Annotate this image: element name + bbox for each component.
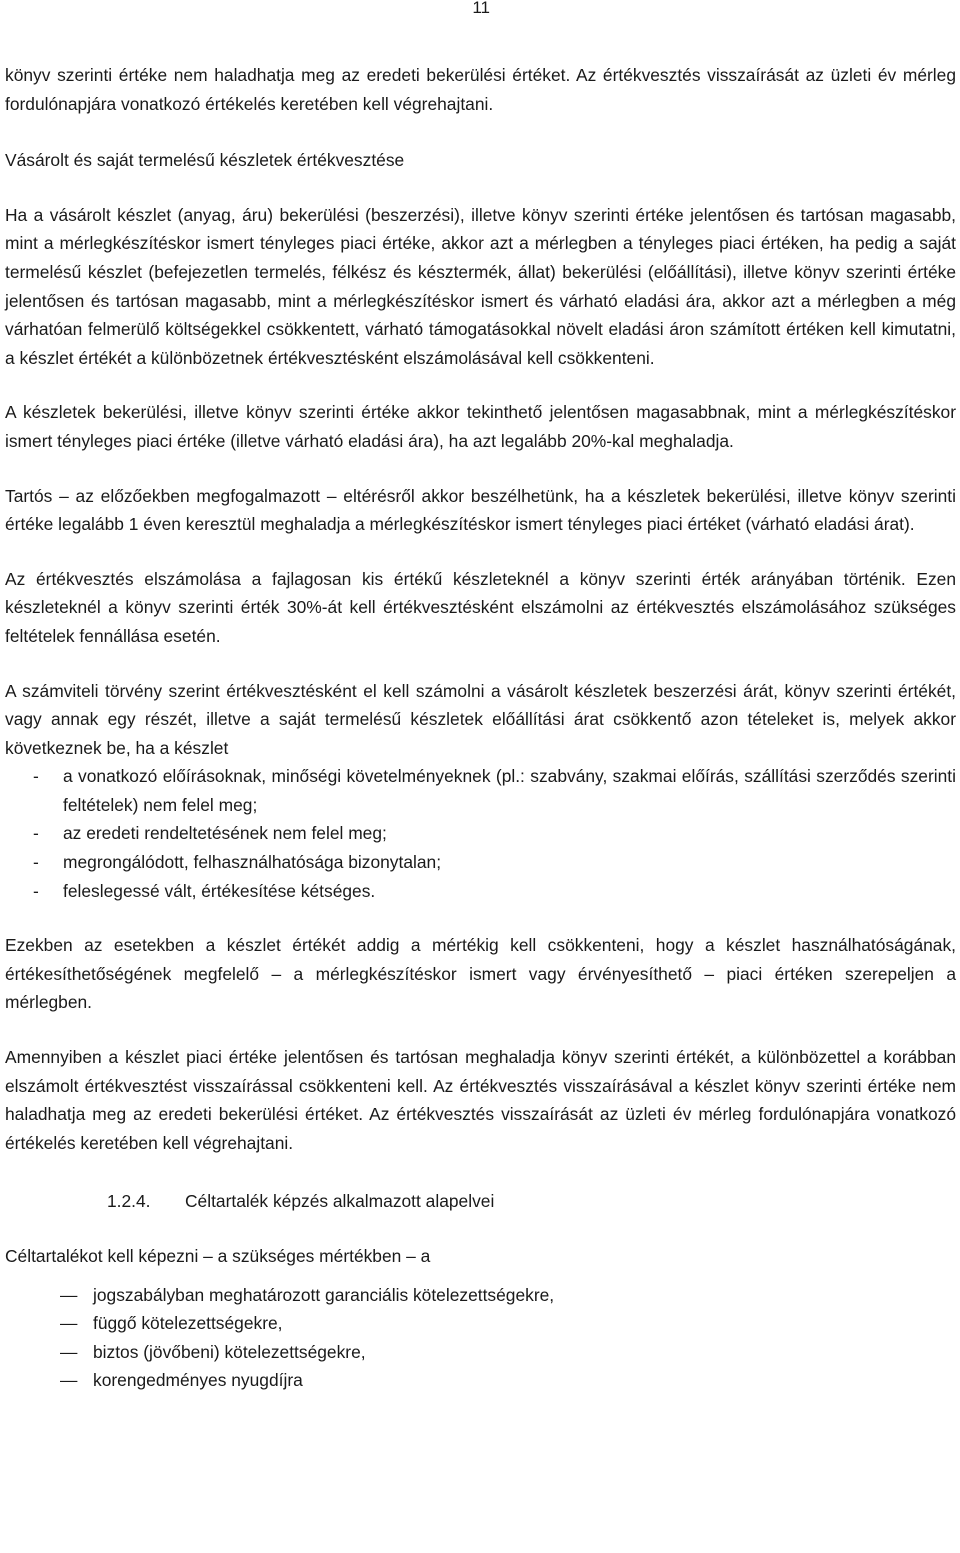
paragraph: Amennyiben a készlet piaci értéke jelentősen és tartósan meghaladja könyv szerinti értékét, a különbözettel a korábban elszámolt értékvesztést visszaírással csökkenteni kell. Az értékvesztés visszaírásával a készlet könyv szerinti értéke nem haladhatja meg az eredeti bekerülési értéket. Az értékvesztés visszaírását az üzleti év mérleg fordulónapjára vonatkozó értékelés keretében kell végrehajtani. [5, 1047, 956, 1153]
list-item [5, 848, 956, 877]
list-item [5, 1309, 956, 1338]
section-heading [5, 1187, 956, 1216]
list-item-text: megrongálódott, felhasználhatósága bizonytalan; [63, 852, 442, 873]
section-title: Céltartalék képzés alkalmazott alapelvei [185, 1191, 495, 1212]
dash-bullet: - [33, 852, 39, 873]
document-body [5, 61, 956, 1421]
dash-bullet: - [33, 880, 39, 901]
list-item [5, 1338, 956, 1367]
list-item [5, 762, 956, 819]
subheading: Vásárolt és saját termelésű készletek értékvesztése [5, 150, 405, 171]
dash-bullet: - [33, 823, 39, 844]
section-number: 1.2.4. [107, 1191, 151, 1212]
condition-list [5, 762, 956, 905]
list-item [5, 877, 956, 906]
dash-bullet: — [60, 1341, 78, 1362]
dash-bullet: — [60, 1313, 78, 1334]
list-item-text: jogszabályban meghatározott garanciális kötelezettségekre, [93, 1284, 555, 1305]
list-item-text: a vonatkozó előírásoknak, minőségi követelményeknek (pl.: szabvány, szakmai előírás, szállítási szerződés szerinti feltételek) nem felel meg; [63, 766, 956, 815]
list-item-text: az eredeti rendeltetésének nem felel meg; [63, 823, 387, 844]
list-item-text: biztos (jövőbeni) kötelezettségekre, [93, 1341, 366, 1362]
page-number: 11 [472, 0, 490, 17]
list-item [5, 1366, 956, 1395]
paragraph: A számviteli törvény szerint értékvesztésként el kell számolni a vásárolt készletek beszerzési árát, könyv szerinti értékét, vagy annak egy részét, illetve a saját termelésű készletek előállítási árat csökkentő azon tételeket is, melyek akkor következnek be, ha a készlet [5, 680, 956, 758]
dash-bullet: - [33, 766, 39, 787]
paragraph: könyv szerinti értéke nem haladhatja meg az eredeti bekerülési értéket. Az értékvesztés visszaírását az üzleti év mérleg fordulónapjára vonatkozó értékelés keretében kell végrehajtani. [5, 65, 956, 114]
list-item [5, 1281, 956, 1310]
list-item-text: függő kötelezettségekre, [93, 1313, 283, 1334]
paragraph: A készletek bekerülési, illetve könyv szerinti értéke akkor tekinthető jelentősen magasabbnak, mint a mérlegkészítéskor ismert tényleges piaci értéke (illetve várható eladási ára), ha azt legalább 20%-kal meghaladja. [5, 402, 956, 451]
provision-list [5, 1281, 956, 1395]
paragraph: Tartós – az előzőekben megfogalmazott – eltérésről akkor beszélhetünk, ha a készletek bekerülési, illetve könyv szerinti értéke legalább 1 éven keresztül meghaladja a mérlegkészítéskor ismert tényleges piaci értéket (várható eladási árat). [5, 485, 956, 535]
list-item [5, 819, 956, 848]
paragraph: Az értékvesztés elszámolása a fajlagosan kis értékű készleteknél a könyv szerinti érték arányában történik. Ezen készleteknél a könyv szerinti érték 30%-át kell értékvesztésként elszámolni az értékvesztés elszámolásához szükséges feltételek fennállása esetén. [5, 568, 956, 646]
paragraph: Ha a vásárolt készlet (anyag, áru) bekerülési (beszerzési), illetve könyv szerinti értéke jelentősen és tartósan magasabb, mint a mérlegkészítéskor ismert tényleges piaci értéke, akkor azt a mérlegben a tényleges piaci értéken, ha pedig a saját termelésű készlet (befejezetlen termelés, félkész és késztermék, állat) bekerülési (előállítási), illetve könyv szerinti értéke jelentősen és tartósan magasabb, mint a mérlegkészítéskor ismert és várható eladási ára, akkor azt a mérlegben a még várhatóan felmerülő költségekkel csökkentett, várható támogatásokkal növelt eladási áron számított értéken kell kimutatni, a készlet értékét a különbözetnek értékvesztésként elszámolásával kell csökkenteni. [5, 204, 956, 368]
dash-bullet: — [60, 1370, 78, 1391]
list-item-text: feleslegessé vált, értékesítése kétséges. [63, 880, 376, 901]
list-item-text: korengedményes nyugdíjra [93, 1370, 303, 1391]
paragraph: Céltartalékot kell képezni – a szükséges mértékben – a [5, 1246, 431, 1266]
paragraph: Ezekben az esetekben a készlet értékét addig a mértékig kell csökkenteni, hogy a készlet használhatóságának, értékesíthetőségének megfelelő – a mérlegkészítéskor ismert vagy érvényesíthető – piaci értéken szerepeljen a mérlegben. [5, 935, 956, 1013]
dash-bullet: — [60, 1284, 78, 1305]
